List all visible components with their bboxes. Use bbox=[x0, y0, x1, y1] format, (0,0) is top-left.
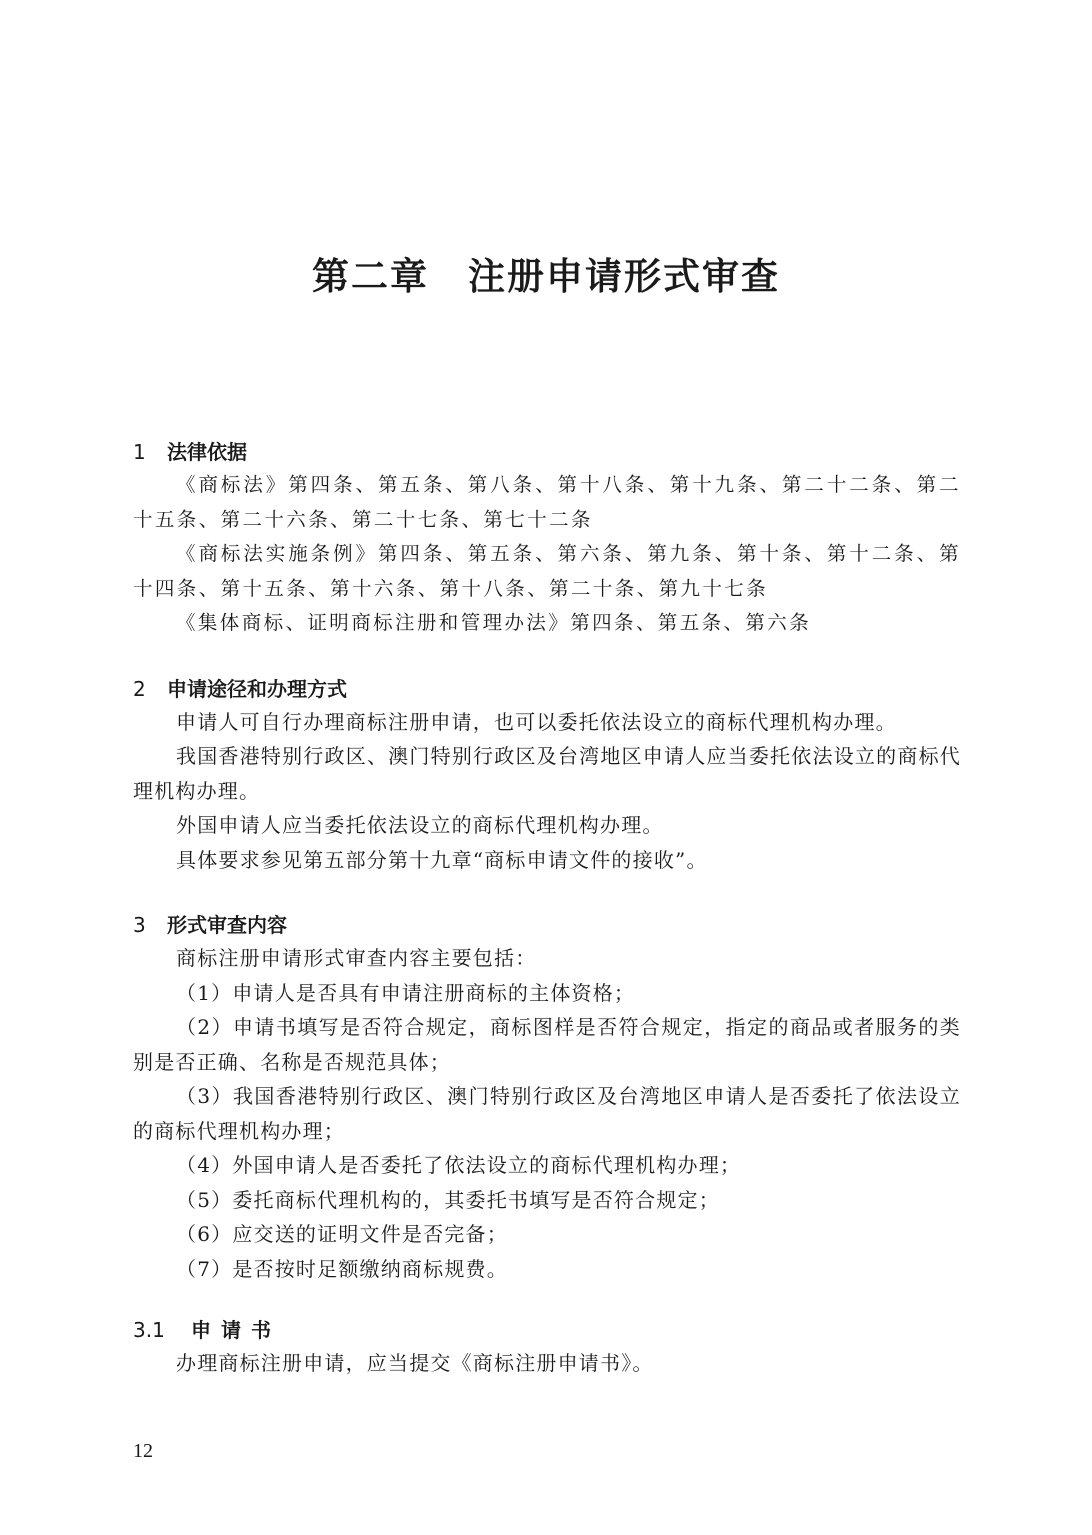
section-title: 形式审查内容 bbox=[167, 913, 287, 937]
list-item: （4）外国申请人是否委托了依法设立的商标代理机构办理； bbox=[176, 1153, 742, 1177]
page-number: 12 bbox=[133, 1440, 153, 1462]
paragraph: 申请人可自行办理商标注册申请，也可以委托依法设立的商标代理机构办理。 bbox=[176, 709, 897, 734]
section-title: 申请书 bbox=[191, 1318, 281, 1342]
list-item: （3）我国香港特别行政区、澳门特别行政区及台湾地区申请人是否委托了依法设立的商标代理机构办理； bbox=[133, 1084, 961, 1143]
list-item: （5）委托商标代理机构的，其委托书填写是否符合规定； bbox=[176, 1187, 720, 1212]
section-title: 法律依据 bbox=[167, 440, 247, 464]
paragraph: 《商标法实施条例》第四条、第五条、第六条、第九条、第十条、第十二条、第十四条、第十五条、第十六条、第十八条、第二十条、第九十七条 bbox=[133, 542, 961, 600]
paragraph: 《集体商标、证明商标注册和管理办法》第四条、第五条、第六条 bbox=[176, 611, 812, 634]
section-title: 申请途径和办理方式 bbox=[167, 676, 347, 701]
section-number: 3 bbox=[133, 913, 146, 937]
paragraph: 商标注册申请形式审查内容主要包括： bbox=[176, 946, 537, 970]
paragraph: 外国申请人应当委托依法设立的商标代理机构办理。 bbox=[176, 813, 664, 837]
section-heading-legal-basis bbox=[133, 436, 961, 468]
list-item: （6）应交送的证明文件是否完备； bbox=[176, 1222, 508, 1246]
list-item: （7）是否按时足额缴纳商标规费。 bbox=[176, 1256, 508, 1281]
section-heading-application-channels bbox=[133, 673, 961, 705]
paragraph: 我国香港特别行政区、澳门特别行政区及台湾地区申请人应当委托依法设立的商标代理机构办理。 bbox=[133, 744, 961, 803]
section-heading-examination-content bbox=[133, 909, 961, 941]
paragraph: 办理商标注册申请，应当提交《商标注册申请书》。 bbox=[176, 1351, 654, 1375]
section-heading-application-form bbox=[133, 1314, 961, 1346]
chapter-title: 第二章 注册申请形式审查 bbox=[312, 254, 780, 298]
page-content bbox=[133, 436, 961, 1381]
paragraph: 具体要求参见第五部分第十九章“商标申请文件的接收”。 bbox=[176, 847, 708, 872]
paragraph: 《商标法》第四条、第五条、第八条、第十八条、第十九条、第二十二条、第二十五条、第二十六条、第二十七条、第七十二条 bbox=[133, 473, 961, 531]
list-item: （2）申请书填写是否符合规定，商标图样是否符合规定，指定的商品或者服务的类别是否正确、名称是否规范具体； bbox=[133, 1015, 961, 1074]
list-item: （1）申请人是否具有申请注册商标的主体资格； bbox=[176, 980, 636, 1005]
section-number: 2 bbox=[133, 676, 146, 701]
section-number: 3.1 bbox=[133, 1318, 165, 1342]
section-number: 1 bbox=[133, 440, 146, 464]
